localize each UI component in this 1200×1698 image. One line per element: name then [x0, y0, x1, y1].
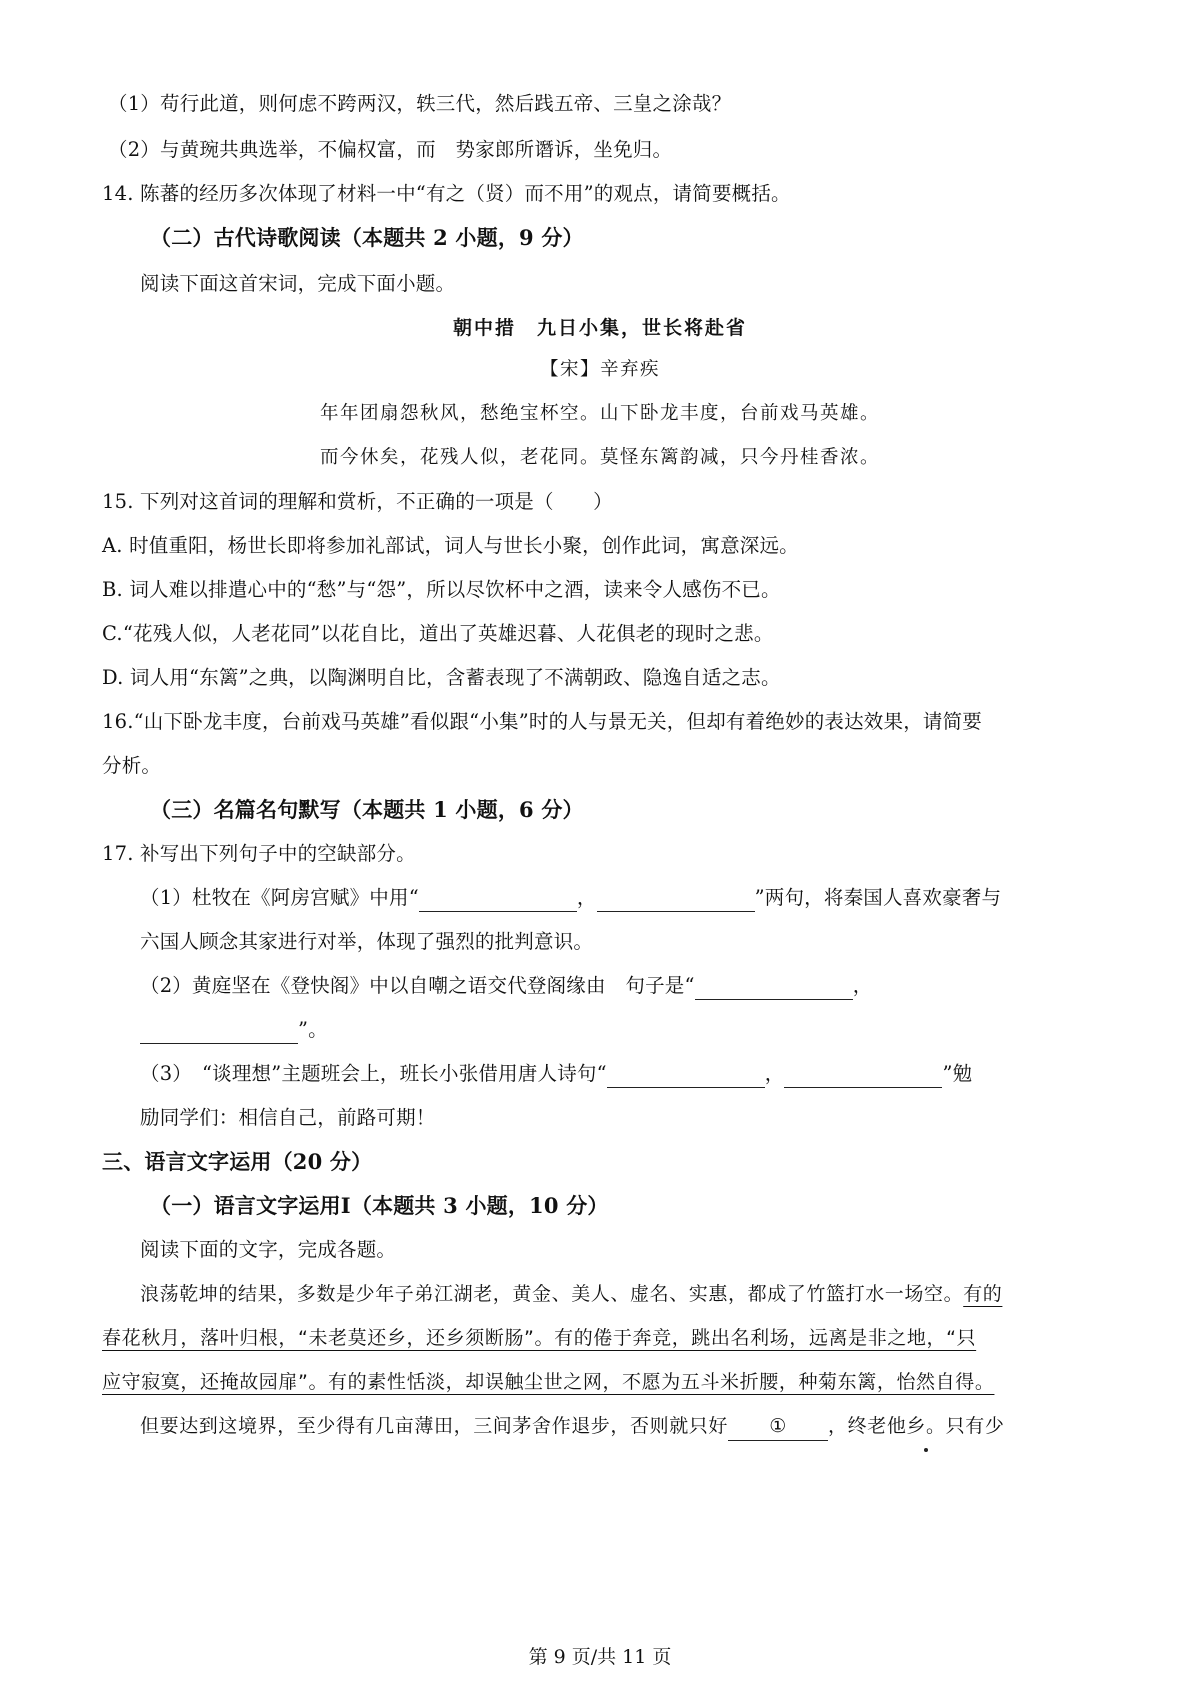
q17-1-suffix: ”两句，将秦国人喜欢豪奢与: [754, 886, 1002, 909]
poem-title: 朝中措 九日小集，世长将赴省: [452, 317, 747, 339]
section-poetry-heading: （二）古代诗歌阅读（本题共 2 小题，9 分）: [150, 225, 584, 250]
section-recitation-heading: （三）名篇名句默写（本题共 1 小题，6 分）: [150, 797, 584, 822]
question-16-line-2: 分析。: [102, 754, 162, 777]
q15-option-c: C.“花残人似，人老花同”以花自比，道出了英雄迟暮、人花俱老的现时之悲。: [102, 622, 774, 645]
answer-blank[interactable]: [597, 889, 755, 912]
prose-line-4: [140, 1412, 1004, 1441]
q17-3-separator: ，: [764, 1062, 785, 1085]
poetry-intro: 阅读下面这首宋词，完成下面小题。: [140, 272, 456, 295]
answer-blank-1[interactable]: ①: [728, 1412, 828, 1441]
q17-1-prefix: （1）杜牧在《阿房宫赋》中用“: [140, 886, 419, 909]
q17-item-1: [140, 884, 1001, 912]
prose-line-4-text: 但要达到这境界，至少得有几亩薄田，三间茅舍作退步，否则就只好: [140, 1415, 729, 1437]
answer-blank[interactable]: [695, 977, 853, 1000]
question-17: 17. 补写出下列句子中的空缺部分。: [102, 842, 416, 865]
question-15: 15. 下列对这首词的理解和赏析，不正确的一项是（ ）: [102, 490, 613, 513]
question-16-line-1: 16.“山下卧龙丰度，台前戏马英雄”看似跟“小集”时的人与景无关，但却有着绝妙的表达效果，请简要: [102, 710, 982, 733]
q17-item-1-cont: 六国人顾念其家进行对举，体现了强烈的批判意识。: [140, 930, 594, 953]
q15-option-b: B. 词人难以排遣心中的“愁”与“怨”，所以尽饮杯中之酒，读来令人感伤不已。: [102, 578, 781, 601]
poem-line-2: 而今休矣，花残人似，老花同。莫怪东篱韵减，只今丹桂香浓。: [319, 447, 880, 468]
poem-author: 【宋】辛弃疾: [539, 359, 660, 380]
answer-blank[interactable]: [607, 1065, 765, 1088]
q17-item-2: [140, 972, 872, 1000]
q17-2-prefix: （2）黄庭坚在《登快阁》中以自嘲之语交代登阁缘由 句子是“: [140, 974, 695, 997]
question-14: 14. 陈蕃的经历多次体现了材料一中“有之（贤）而不用”的观点，请简要概括。: [102, 182, 791, 205]
q17-3-suffix: ”勉: [942, 1062, 973, 1085]
language-intro: 阅读下面的文字，完成各题。: [140, 1238, 397, 1261]
q15-option-a: A. 时值重阳，杨世长即将参加礼部试，词人与世长小聚，创作此词，寓意深远。: [102, 534, 799, 557]
q15-option-d: D. 词人用“东篱”之典，以陶渊明自比，含蓄表现了不满朝政、隐逸自适之志。: [102, 666, 781, 689]
q17-2-separator: ，: [852, 974, 873, 997]
prose-line-2: 春花秋月，落叶归根，“未老莫还乡，还乡须断肠”。有的倦于奔竞，跳出名利场，远离是非之地，“只: [102, 1327, 977, 1349]
poem-line-1: 年年团扇怨秋风，愁绝宝杯空。山下卧龙丰度，台前戏马英雄。: [319, 403, 880, 424]
answer-blank[interactable]: [419, 889, 577, 912]
q13-item-2: （2）与黄琬共典选举，不偏权富，而 势家郎所谮诉，坐免归。: [108, 138, 673, 161]
answer-blank[interactable]: [784, 1065, 942, 1088]
prose-line-4-end: ，终老他乡。只有少: [828, 1415, 1005, 1437]
prose-line-1: [140, 1280, 1002, 1308]
part-3-heading: 三、语言文字运用（20 分）: [102, 1149, 373, 1174]
emphasis-dot: [924, 1448, 928, 1452]
page-number: 第 9 页/共 11 页: [528, 1646, 672, 1668]
q17-2-suffix: ”。: [298, 1018, 328, 1041]
q17-3-prefix: （3） “谈理想”主题班会上，班长小张借用唐人诗句“: [140, 1062, 607, 1085]
q17-item-3-cont: 励同学们：相信自己，前路可期！: [140, 1106, 436, 1129]
q13-item-1: （1）苟行此道，则何虑不跨两汉，轶三代，然后践五帝、三皇之涂哉？: [108, 92, 732, 115]
q17-item-2-cont: [140, 1016, 328, 1044]
prose-line-3: 应守寂寞，还掩故园扉”。有的素性恬淡，却误触尘世之网，不愿为五斗米折腰，种菊东篱，怡然自得。: [102, 1371, 995, 1393]
q17-1-separator: ，: [576, 886, 597, 909]
answer-blank[interactable]: [140, 1021, 298, 1044]
q17-item-3: [140, 1060, 972, 1088]
prose-line-1-text: 浪荡乾坤的结果，多数是少年子弟江湖老，黄金、美人、虚名、实惠，都成了竹篮打水一场空。: [140, 1283, 964, 1305]
section-language-heading: （一）语言文字运用Ⅰ（本题共 3 小题，10 分）: [150, 1193, 609, 1218]
prose-underlined-start: 有的: [963, 1283, 1003, 1305]
